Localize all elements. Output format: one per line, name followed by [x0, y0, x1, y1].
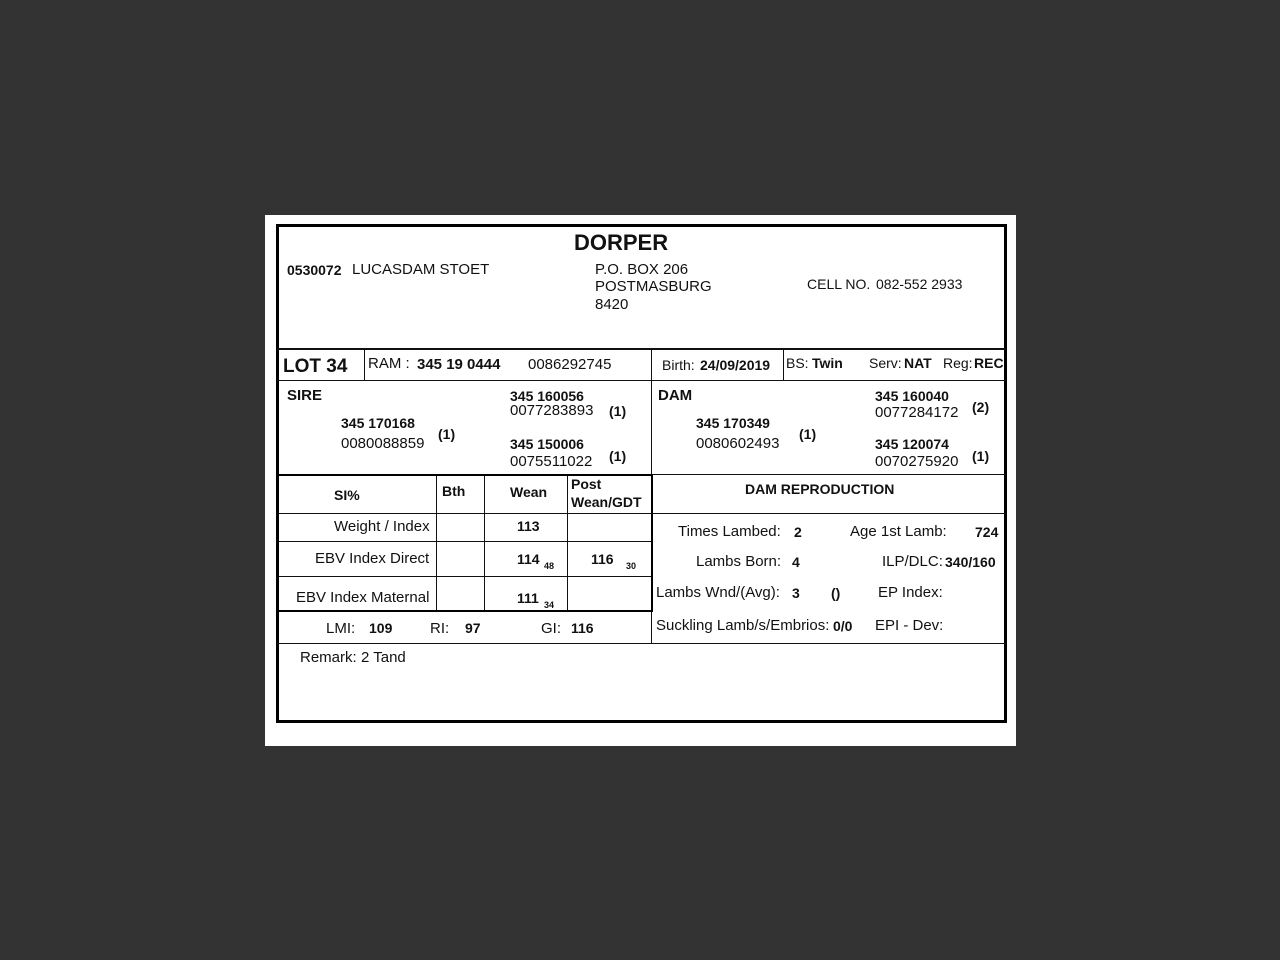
si-table-right	[651, 474, 653, 612]
reg-label: Reg:	[943, 355, 973, 371]
direct-wean: 114	[517, 551, 540, 567]
cell-label: CELL NO.	[807, 276, 871, 292]
bs-value: Twin	[812, 355, 843, 371]
birth-label: Birth:	[662, 357, 695, 373]
age-first-lamb-value: 724	[975, 524, 999, 540]
ram-label: RAM :	[368, 355, 410, 372]
indices-bottom-line	[277, 643, 1006, 644]
times-lambed-label: Times Lambed:	[678, 523, 781, 540]
reg-value: REC	[974, 355, 1004, 371]
serv-value: NAT	[904, 355, 932, 371]
si-table-bottom	[277, 610, 653, 612]
suckling-value: 0/0	[833, 618, 853, 634]
age-first-lamb-label: Age 1st Lamb:	[850, 523, 947, 540]
remark-value: 2 Tand	[361, 649, 406, 666]
times-lambed-value: 2	[794, 524, 802, 540]
address-line3: 8420	[595, 296, 629, 313]
si-col-post	[567, 476, 568, 610]
post-header: Post	[571, 476, 602, 492]
dam-top-count: (2)	[972, 399, 990, 415]
dam-id: 0080602493	[696, 435, 780, 452]
ebv-direct-label: EBV Index Direct	[315, 550, 430, 567]
pedigree-divider	[651, 381, 652, 474]
sire-label: SIRE	[287, 387, 323, 404]
lot-number: LOT 34	[283, 356, 348, 377]
gi-label: GI:	[541, 620, 562, 637]
bs-divider	[783, 349, 784, 380]
ilp-dlc-value: 340/160	[945, 554, 996, 570]
sire-top-count: (1)	[609, 403, 627, 419]
address-line1: P.O. BOX 206	[595, 261, 689, 278]
ep-index-label: EP Index:	[878, 584, 943, 601]
dam-repro-header-line	[652, 513, 1006, 514]
ram-number: 345 19 0444	[417, 356, 501, 373]
lambs-weaned-value: 3	[792, 585, 800, 601]
birth-divider	[651, 349, 652, 380]
lambs-born-value: 4	[792, 554, 800, 570]
dam-reproduction-title: DAM REPRODUCTION	[745, 481, 895, 497]
indices-divider	[651, 612, 652, 643]
sire-bottom-id: 0075511022	[510, 453, 593, 470]
dam-bottom-number: 345 120074	[875, 436, 949, 452]
bs-label: BS:	[786, 355, 809, 371]
ri-label: RI:	[430, 620, 450, 637]
serv-label: Serv:	[869, 355, 902, 371]
sire-bottom-count: (1)	[609, 448, 627, 464]
frame-bottom	[276, 720, 1007, 723]
lambs-born-label: Lambs Born:	[696, 553, 782, 570]
address-line2: POSTMASBURG	[595, 278, 712, 295]
si-row2-line	[279, 576, 651, 577]
suckling-label: Suckling Lamb/s/Embrios:	[656, 617, 830, 634]
gi-value: 116	[571, 620, 594, 636]
ri-value: 97	[465, 620, 481, 636]
dam-repro-top-line	[652, 474, 1006, 475]
si-header: SI%	[334, 487, 360, 503]
weight-index-label: Weight / Index	[334, 518, 430, 535]
sire-bottom-number: 345 150006	[510, 436, 584, 452]
ilp-dlc-label: ILP/DLC:	[882, 553, 943, 570]
si-col-bth	[436, 476, 437, 610]
dam-number: 345 170349	[696, 415, 770, 431]
dam-label: DAM	[658, 387, 693, 404]
lmi-value: 109	[369, 620, 393, 636]
lot-divider	[364, 349, 365, 380]
weight-wean: 113	[517, 518, 540, 534]
lmi-label: LMI:	[326, 620, 356, 637]
ram-id: 0086292745	[528, 356, 612, 373]
lot-row-bottom-line	[277, 380, 1006, 381]
post-wean-header: Wean/GDT	[571, 494, 642, 510]
lot-row-top-line	[277, 348, 1006, 350]
dam-top-id: 0077284172	[875, 404, 959, 421]
lambs-weaned-label: Lambs Wnd/(Avg):	[656, 584, 780, 601]
dam-bottom-count: (1)	[972, 448, 990, 464]
dam-count: (1)	[799, 426, 817, 442]
si-row1-line	[279, 541, 651, 542]
wean-header: Wean	[510, 484, 548, 500]
lambs-weaned-avg: ()	[831, 585, 841, 601]
breeder-name: LUCASDAM STOET	[352, 261, 490, 278]
dam-top-number: 345 160040	[875, 388, 949, 404]
frame-top	[276, 224, 1007, 227]
epi-dev-label: EPI - Dev:	[875, 617, 944, 634]
ebv-maternal-label: EBV Index Maternal	[296, 589, 430, 606]
remark-label: Remark:	[300, 649, 357, 666]
maternal-wean-sub: 34	[544, 600, 555, 610]
sire-top-number: 345 160056	[510, 388, 584, 404]
birth-date: 24/09/2019	[700, 357, 771, 373]
sire-number: 345 170168	[341, 415, 415, 431]
cell-number: 082-552 2933	[876, 276, 963, 292]
breeder-code: 0530072	[287, 262, 342, 278]
sire-id: 0080088859	[341, 435, 425, 452]
dam-bottom-id: 0070275920	[875, 453, 959, 470]
si-col-wean	[484, 476, 485, 610]
lot-card	[265, 215, 1016, 746]
sire-count: (1)	[438, 426, 456, 442]
bth-header: Bth	[442, 483, 466, 499]
maternal-wean: 111	[517, 590, 539, 606]
breed-title: DORPER	[574, 230, 669, 255]
direct-wean-sub: 48	[544, 561, 555, 571]
direct-post-sub: 30	[626, 561, 637, 571]
direct-post: 116	[591, 551, 614, 567]
si-header-line	[279, 513, 651, 514]
sire-top-id: 0077283893	[510, 402, 594, 419]
